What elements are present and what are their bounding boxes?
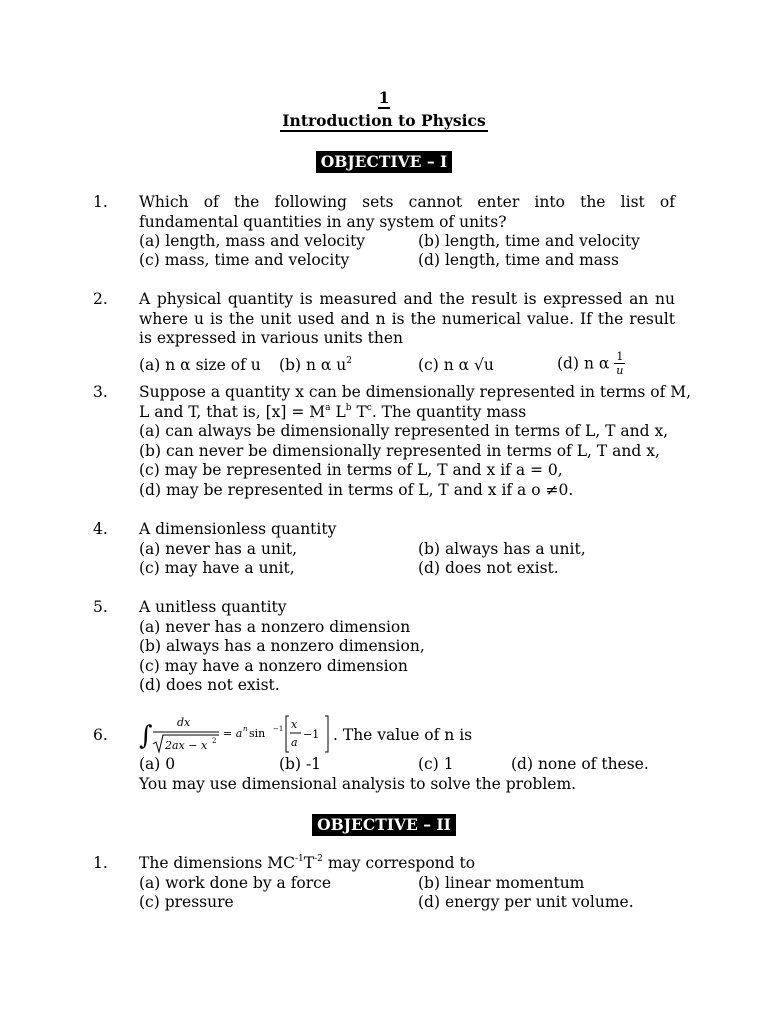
option: (d) length, time and mass [418,251,619,269]
eq-minus-one: −1 [303,728,320,741]
option: (b) can never be dimensionally represented in terms of L, T and x, [139,442,660,460]
question-number: 3. [93,383,108,401]
integral-sign: ∫ [139,721,153,751]
option: (c) mass, time and velocity [139,251,350,269]
question-note: You may use dimensional analysis to solve the problem. [139,775,577,793]
option: (b) always has a nonzero dimension, [139,637,425,655]
chapter-number: 1 [378,88,390,107]
option: (c) may have a unit, [139,559,295,577]
question-number: 1. [93,854,108,872]
integral-equation [139,712,335,758]
option: (b) length, time and velocity [418,232,640,250]
question-text: The dimensions $MC^{-1}T^{-2}$ may correspond to [139,854,476,872]
option: (a) work done by a force [139,874,332,892]
chapter-title: Introduction to Physics [282,111,486,130]
option: (d) may be represented in terms of L, T and x if a o ≠0. [139,481,574,499]
option: (a) never has a unit, [139,540,298,558]
option: (a) length, mass and velocity [139,232,366,250]
eq-rhs: = a [223,727,243,740]
question-number: 5. [93,598,108,616]
question-number: 6. [93,726,108,744]
option: (c) n α √u [418,356,494,374]
question-text: A unitless quantity [139,598,287,616]
eq-sin: sin [249,727,266,740]
option: (c) pressure [139,893,234,911]
right-bracket [325,716,328,752]
option: (b) n α $u^2$ [279,356,352,374]
option: (b) -1 [279,755,322,773]
question-number: 1. [93,193,108,211]
eq-x: x [291,718,298,731]
eq-dx: dx [177,716,191,729]
option: (b) linear momentum [418,874,585,892]
option: (d) n α $\frac{1}{u}$ [557,350,624,377]
option: (a) never has a nonzero dimension [139,618,411,636]
eq-a: a [291,736,298,749]
question-number: 2. [93,290,108,308]
fraction: $\frac{1}{u}$ [616,350,624,377]
question-text: A dimensionless quantity [139,520,337,538]
section-heading-objective-1: OBJECTIVE – I [0,152,768,171]
option: (a) can always be dimensionally represented in terms of L, T and x, [139,422,669,440]
option: (c) may be represented in terms of L, T and x if a = 0, [139,461,563,479]
question-number: 4. [93,520,108,538]
eq-radicand: 2ax − x [165,739,208,752]
option: (c) may have a nonzero dimension [139,657,408,675]
option: (c) 1 [418,755,454,773]
option: (a) 0 [139,755,176,773]
section-heading-objective-2: OBJECTIVE – II [0,815,768,834]
option: (d) does not exist. [418,559,559,577]
question-text-line: L and T, that is, $[x] = M^a$ $L^b$ $T^c$. The quantity mass [139,403,527,421]
eq-exponent: 2 [212,737,217,745]
option: (d) none of these. [511,755,649,773]
eq-n: n [243,725,248,733]
option: (a) n α size of u [139,356,261,374]
question-text: A physical quantity is measured and the result is expressed an nu where u is the unit used and n is the numerical value. If the result is expressed in various units then [139,290,675,347]
question-text: . The value of n is [333,726,473,744]
left-bracket [286,716,289,752]
option: (d) does not exist. [139,676,280,694]
option: (b) always has a unit, [418,540,586,558]
option: (d) energy per unit volume. [418,893,634,911]
question-text-line: Suppose a quantity x can be dimensionally represented in terms of M, [139,383,692,401]
eq-inverse: −1 [273,725,284,733]
question-text: Which of the following sets cannot enter into the list of fundamental quantities in any system of units? [139,193,675,231]
